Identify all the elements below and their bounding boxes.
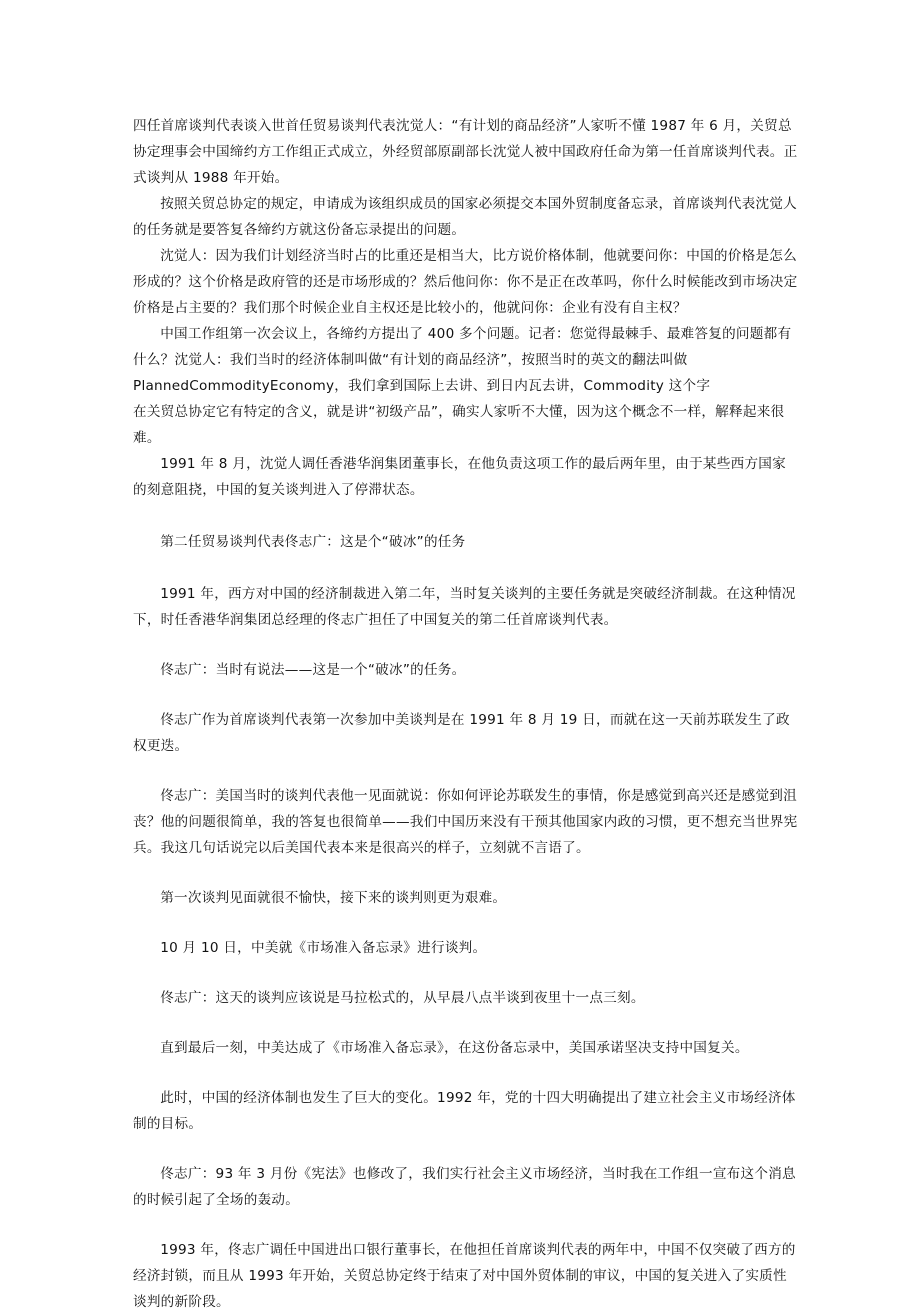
paragraph: 沈觉人：因为我们计划经济当时占的比重还是相当大，比方说价格体制，他就要问你：中国的价格是怎么形成的？这个价格是政府管的还是市场形成的？然后他问你：你不是正在改革吗，你什么时候能改到市场决定价格是占主要的？我们那个时候企业自主权还是比较小的，他就问你：企业有没有自主权？ — [133, 248, 798, 316]
paragraph: 10 月 10 日，中美就《市场准入备忘录》进行谈判。 — [160, 940, 487, 956]
paragraph: 佟志广：美国当时的谈判代表他一见面就说：你如何评论苏联发生的事情，你是感觉到高兴还是感觉到沮丧？他的问题很简单，我的答复也很简单——我们中国历来没有干预其他国家内政的习惯，更不想充当世界宪兵。我这几句话说完以后美国代表本来是很高兴的样子，立刻就不言语了。 — [133, 788, 798, 856]
paragraph: 1991 年 8 月，沈觉人调任香港华润集团董事长，在他负责这项工作的最后两年里，由于某些西方国家的刻意阻挠，中国的复关谈判进入了停滞状态。 — [133, 456, 786, 498]
paragraph-intro: 四任首席谈判代表谈入世首任贸易谈判代表沈觉人：“有计划的商品经济”人家听不懂 1987 年 6 月，关贸总协定理事会中国缔约方工作组正式成立，外经贸部原副部长沈觉人被中国政府任命为第一任首席谈判代表。正式谈判从 1988 年开始。 — [133, 118, 798, 186]
paragraph: 佟志广：当时有说法——这是一个“破冰”的任务。 — [160, 662, 466, 678]
paragraph: 1991 年，西方对中国的经济制裁进入第二年，当时复关谈判的主要任务就是突破经济制裁。在这种情况下，时任香港华润集团总经理的佟志广担任了中国复关的第二任首席谈判代表。 — [133, 586, 796, 628]
section-heading: 第二任贸易谈判代表佟志广：这是个“破冰”的任务 — [160, 534, 466, 550]
paragraph: 中国工作组第一次会议上，各缔约方提出了 400 多个问题。记者：您觉得最棘手、最难答复的问题都有什么？沈觉人：我们当时的经济体制叫做“有计划的商品经济”，按照当时的英文的翻法叫做 PlannedCommodityEconomy，我们拿到国际上去讲、到日内瓦去讲，Commodity 这个字 — [133, 326, 792, 394]
paragraph: 佟志广作为首席谈判代表第一次参加中美谈判是在 1991 年 8 月 19 日，而就在这一天前苏联发生了政权更迭。 — [133, 712, 790, 754]
paragraph: 第一次谈判见面就很不愉快，接下来的谈判则更为艰难。 — [160, 890, 507, 906]
paragraph: 佟志广：93 年 3 月份《宪法》也修改了，我们实行社会主义市场经济，当时我在工作组一宣布这个消息的时候引起了全场的轰动。 — [133, 1166, 796, 1208]
document-body — [133, 113, 798, 1315]
paragraph: 在关贸总协定它有特定的含义，就是讲“初级产品”，确实人家听不大懂，因为这个概念不一样，解释起来很难。 — [133, 404, 785, 446]
paragraph: 按照关贸总协定的规定，申请成为该组织成员的国家必须提交本国外贸制度备忘录，首席谈判代表沈觉人的任务就是要答复各缔约方就这份备忘录提出的问题。 — [133, 196, 797, 238]
paragraph: 直到最后一刻，中美达成了《市场准入备忘录》，在这份备忘录中，美国承诺坚决支持中国复关。 — [160, 1040, 749, 1056]
paragraph: 1993 年，佟志广调任中国进出口银行董事长，在他担任首席谈判代表的两年中，中国不仅突破了西方的经济封锁，而且从 1993 年开始，关贸总协定终于结束了对中国外贸体制的审议，中国的复关进入了实质性谈判的新阶段。 — [133, 1242, 796, 1310]
paragraph: 佟志广：这天的谈判应该说是马拉松式的，从早晨八点半谈到夜里十一点三刻。 — [160, 990, 645, 1006]
paragraph: 此时，中国的经济体制也发生了巨大的变化。1992 年，党的十四大明确提出了建立社会主义市场经济体制的目标。 — [133, 1090, 796, 1132]
